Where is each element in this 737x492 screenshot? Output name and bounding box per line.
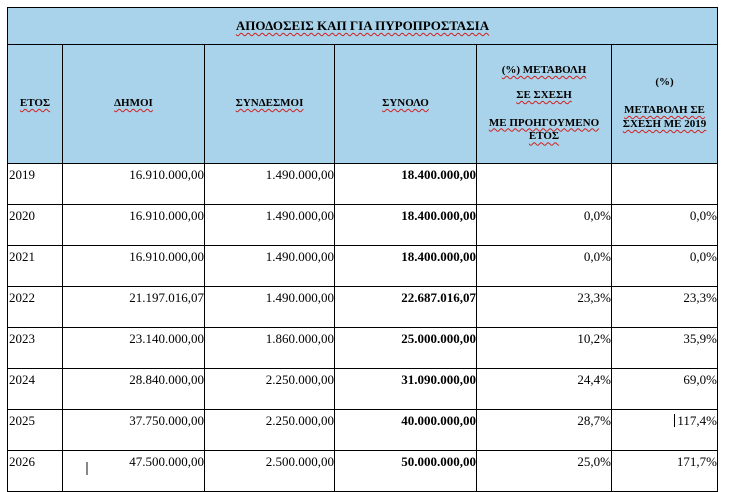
cell-total[interactable] xyxy=(335,164,477,205)
header-change-previous-year[interactable] xyxy=(477,45,612,164)
cell-municipalities[interactable] xyxy=(63,164,205,205)
cell-municipalities-value: 47.500.000,00 xyxy=(129,454,204,469)
header-municipalities[interactable] xyxy=(63,45,205,164)
table-row xyxy=(8,246,718,287)
cell-change-vs-2019[interactable] xyxy=(612,287,718,328)
cell-change-vs-2019-value: 0,0% xyxy=(689,249,718,264)
header-change-prev-line-3: ΜΕ ΠΡΟΗΓΟΥΜΕΝΟ xyxy=(488,116,600,129)
header-change-2019-line-2: ΜΕΤΑΒΟΛΗ ΣΕ xyxy=(624,104,705,117)
cell-change-vs-2019[interactable] xyxy=(612,328,718,369)
cell-year[interactable] xyxy=(8,164,63,205)
cell-total[interactable] xyxy=(335,369,477,410)
fire-protection-table xyxy=(7,7,718,492)
cell-change-previous-year-value: 25,0% xyxy=(577,454,611,469)
table-row xyxy=(8,287,718,328)
cell-year[interactable] xyxy=(8,246,63,287)
cell-municipalities-value: 21.197.016,07 xyxy=(129,290,204,305)
cell-change-previous-year-value: 28,7% xyxy=(577,413,611,428)
cell-municipalities-value: 37.750.000,00 xyxy=(129,413,204,428)
cell-year-value: 2021 xyxy=(9,249,35,264)
cell-change-previous-year-value: 0,0% xyxy=(583,208,611,223)
cell-change-vs-2019-value: 35,9% xyxy=(683,331,718,346)
header-municipalities-label: ΔΗΜΟΙ xyxy=(114,97,153,110)
text-caret xyxy=(674,414,675,427)
cell-year-value: 2026 xyxy=(9,454,35,469)
cell-change-vs-2019-value: 117,4% xyxy=(677,413,718,428)
table-body xyxy=(8,164,718,492)
cell-change-vs-2019-value: 0,0% xyxy=(689,208,718,223)
cell-year[interactable] xyxy=(8,451,63,492)
cell-municipalities-value: 28.840.000,00 xyxy=(129,372,204,387)
cell-municipalities[interactable] xyxy=(63,369,205,410)
cell-associations[interactable] xyxy=(205,287,335,328)
document-page xyxy=(7,7,717,492)
cell-associations-value: 1.490.000,00 xyxy=(265,249,334,264)
header-change-prev-line-2: ΣΕ ΣΧΕΣΗ xyxy=(516,88,572,101)
cell-change-previous-year-value: 0,0% xyxy=(583,249,611,264)
cell-change-vs-2019[interactable] xyxy=(612,164,718,205)
cell-total[interactable] xyxy=(335,328,477,369)
cell-municipalities[interactable] xyxy=(63,205,205,246)
cell-municipalities[interactable] xyxy=(63,410,205,451)
table-row xyxy=(8,410,718,451)
header-change-2019-line-3: ΣΧΕΣΗ ΜΕ 2019 xyxy=(622,117,707,130)
table-row xyxy=(8,205,718,246)
table-row xyxy=(8,369,718,410)
cell-change-vs-2019[interactable] xyxy=(612,369,718,410)
text-cursor-marker xyxy=(86,462,88,475)
header-change-vs-2019[interactable] xyxy=(612,45,718,164)
cell-associations[interactable] xyxy=(205,410,335,451)
cell-change-previous-year[interactable] xyxy=(477,205,612,246)
cell-year-value: 2023 xyxy=(9,331,35,346)
header-associations-label: ΣΥΝΔΕΣΜΟΙ xyxy=(235,97,304,110)
cell-associations[interactable] xyxy=(205,164,335,205)
cell-municipalities-value: 16.910.000,00 xyxy=(129,167,204,182)
cell-change-previous-year[interactable] xyxy=(477,287,612,328)
cell-change-vs-2019-value: 171,7% xyxy=(676,454,718,469)
cell-total-value: 18.400.000,00 xyxy=(401,167,476,182)
cell-change-vs-2019[interactable] xyxy=(612,410,718,451)
cell-year[interactable] xyxy=(8,205,63,246)
cell-associations[interactable] xyxy=(205,328,335,369)
cell-change-previous-year[interactable] xyxy=(477,164,612,205)
cell-year[interactable] xyxy=(8,287,63,328)
cell-change-vs-2019[interactable] xyxy=(612,451,718,492)
cell-year[interactable] xyxy=(8,410,63,451)
header-total[interactable] xyxy=(335,45,477,164)
cell-change-previous-year-value: 24,4% xyxy=(577,372,611,387)
cell-associations-value: 2.500.000,00 xyxy=(265,454,334,469)
cell-year[interactable] xyxy=(8,328,63,369)
cell-change-vs-2019[interactable] xyxy=(612,205,718,246)
cell-year-value: 2024 xyxy=(9,372,35,387)
cell-year-value: 2022 xyxy=(9,290,35,305)
cell-change-previous-year[interactable] xyxy=(477,246,612,287)
cell-year-value: 2020 xyxy=(9,208,35,223)
cell-associations[interactable] xyxy=(205,451,335,492)
cell-associations[interactable] xyxy=(205,205,335,246)
cell-change-vs-2019-value: 23,3% xyxy=(683,290,718,305)
table-row xyxy=(8,451,718,492)
cell-total[interactable] xyxy=(335,205,477,246)
header-change-prev-line-1: (%) ΜΕΤΑΒΟΛΗ xyxy=(501,64,587,76)
cell-total-value: 50.000.000,00 xyxy=(401,454,476,469)
cell-change-previous-year-value: 10,2% xyxy=(577,331,611,346)
cell-total[interactable] xyxy=(335,451,477,492)
header-change-2019-line-1: (%) xyxy=(655,76,674,89)
cell-total[interactable] xyxy=(335,246,477,287)
cell-associations-value: 2.250.000,00 xyxy=(265,372,334,387)
cell-municipalities-value: 23.140.000,00 xyxy=(129,331,204,346)
cell-municipalities-value: 16.910.000,00 xyxy=(129,208,204,223)
cell-total-value: 22.687.016,07 xyxy=(401,290,476,305)
cell-year[interactable] xyxy=(8,369,63,410)
cell-municipalities-value: 16.910.000,00 xyxy=(129,249,204,264)
header-associations[interactable] xyxy=(205,45,335,164)
cell-associations-value: 1.490.000,00 xyxy=(265,290,334,305)
cell-municipalities[interactable] xyxy=(63,246,205,287)
cell-year-value: 2025 xyxy=(9,413,35,428)
cell-change-previous-year[interactable] xyxy=(477,410,612,451)
cell-total-value: 25.000.000,00 xyxy=(401,331,476,346)
cell-municipalities[interactable] xyxy=(63,287,205,328)
cell-year-value: 2019 xyxy=(9,167,35,182)
cell-change-previous-year[interactable] xyxy=(477,369,612,410)
cell-associations-value: 1.490.000,00 xyxy=(265,167,334,182)
table-row xyxy=(8,164,718,205)
table-title-cell[interactable] xyxy=(8,8,718,45)
cell-municipalities[interactable] xyxy=(63,328,205,369)
cell-change-vs-2019[interactable] xyxy=(612,246,718,287)
table-row xyxy=(8,328,718,369)
cell-associations-value: 1.860.000,00 xyxy=(265,331,334,346)
cell-associations-value: 2.250.000,00 xyxy=(265,413,334,428)
header-year[interactable] xyxy=(8,45,63,164)
cell-total-value: 18.400.000,00 xyxy=(401,249,476,264)
cell-total[interactable] xyxy=(335,287,477,328)
cell-associations[interactable] xyxy=(205,246,335,287)
cell-total-value: 40.000.000,00 xyxy=(401,413,476,428)
cell-associations[interactable] xyxy=(205,369,335,410)
cell-change-vs-2019-value: 69,0% xyxy=(683,372,718,387)
table-title: ΑΠΟΔΟΣΕΙΣ ΚΑΠ ΓΙΑ ΠΥΡΟΠΡΟΣΤΑΣΙΑ xyxy=(235,18,490,33)
header-change-prev-line-4: ΕΤΟΣ xyxy=(528,130,560,143)
cell-change-previous-year-value: 23,3% xyxy=(577,290,611,305)
cell-associations-value: 1.490.000,00 xyxy=(265,208,334,223)
cell-change-previous-year[interactable] xyxy=(477,328,612,369)
cell-total-value: 18.400.000,00 xyxy=(401,208,476,223)
cell-change-previous-year[interactable] xyxy=(477,451,612,492)
cell-municipalities[interactable] xyxy=(63,451,205,492)
header-year-label: ΕΤΟΣ xyxy=(19,97,51,110)
cell-total[interactable] xyxy=(335,410,477,451)
header-total-label: ΣΥΝΟΛΟ xyxy=(382,97,429,110)
cell-total-value: 31.090.000,00 xyxy=(401,372,476,387)
